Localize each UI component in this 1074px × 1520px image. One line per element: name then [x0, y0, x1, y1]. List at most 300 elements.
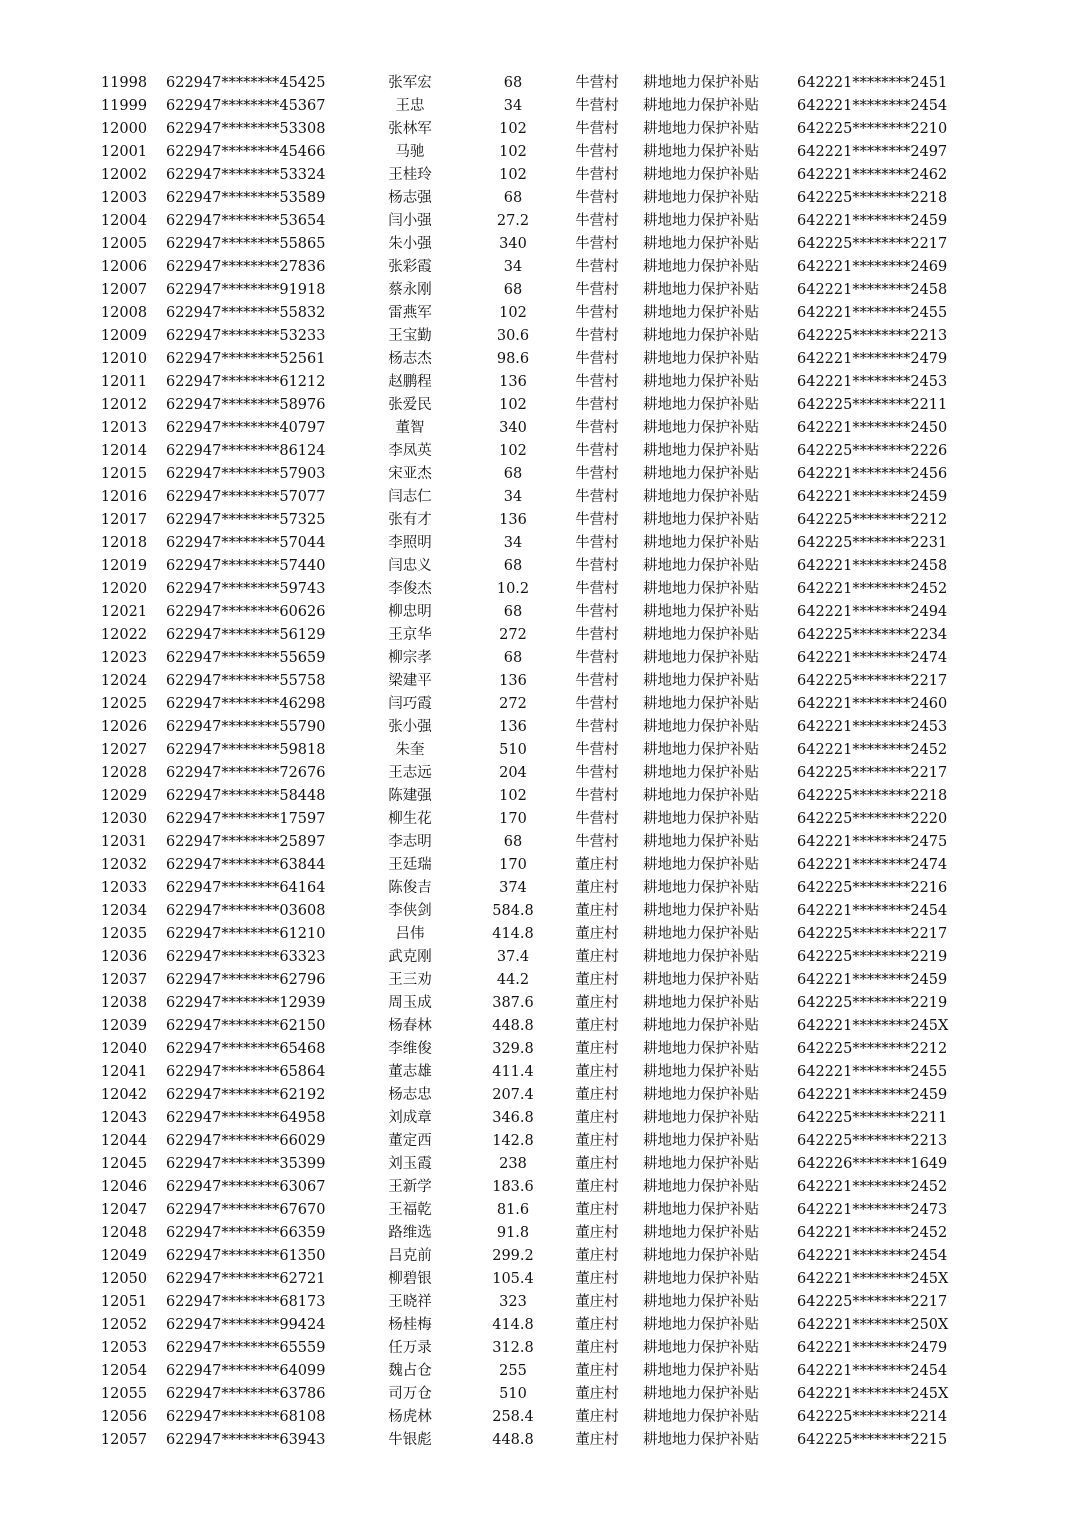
- subsidy-amount: 204: [499, 765, 527, 781]
- bank-card-number: 622947********65559: [166, 1340, 326, 1356]
- id-card-number: 642221********2479: [797, 351, 948, 367]
- id-card-number: 642221********2452: [797, 1179, 948, 1195]
- table-row: [0, 463, 1074, 486]
- table-row: [0, 1360, 1074, 1383]
- person-name: 杨虎林: [388, 1409, 432, 1425]
- table-row: [0, 95, 1074, 118]
- bank-card-number: 622947********45466: [166, 144, 326, 160]
- bank-card-number: 622947********60626: [166, 604, 326, 620]
- id-card-number: 642221********2452: [797, 1225, 948, 1241]
- person-name: 王福乾: [388, 1202, 432, 1218]
- subsidy-amount: 323: [499, 1294, 527, 1310]
- subsidy-type: 耕地地力保护补贴: [643, 305, 759, 321]
- subsidy-type: 耕地地力保护补贴: [643, 558, 759, 574]
- id-card-number: 642221********2497: [797, 144, 948, 160]
- subsidy-type: 耕地地力保护补贴: [643, 259, 759, 275]
- village-name: 董庄村: [575, 1432, 619, 1448]
- person-name: 李维俊: [388, 1041, 432, 1057]
- row-number: 12037: [100, 972, 148, 988]
- village-name: 董庄村: [575, 972, 619, 988]
- subsidy-type: 耕地地力保护补贴: [643, 1110, 759, 1126]
- village-name: 董庄村: [575, 926, 619, 942]
- person-name: 朱奎: [395, 742, 425, 758]
- subsidy-amount: 102: [499, 788, 527, 804]
- table-row: [0, 256, 1074, 279]
- table-row: [0, 279, 1074, 302]
- row-number: 12034: [100, 903, 148, 919]
- subsidy-type: 耕地地力保护补贴: [643, 1363, 759, 1379]
- row-number: 12052: [100, 1317, 148, 1333]
- person-name: 王忠: [395, 98, 425, 114]
- person-name: 吕克前: [388, 1248, 432, 1264]
- subsidy-type: 耕地地力保护补贴: [643, 1340, 759, 1356]
- bank-card-number: 622947********68108: [166, 1409, 326, 1425]
- subsidy-amount: 102: [499, 443, 527, 459]
- village-name: 董庄村: [575, 903, 619, 919]
- table-row: [0, 118, 1074, 141]
- table-row: [0, 1222, 1074, 1245]
- table-row: [0, 1015, 1074, 1038]
- id-card-number: 642225********2212: [797, 1041, 948, 1057]
- table-row: [0, 555, 1074, 578]
- village-name: 牛营村: [575, 121, 619, 137]
- bank-card-number: 622947********99424: [166, 1317, 326, 1333]
- id-card-number: 642221********2454: [797, 903, 948, 919]
- row-number: 12046: [100, 1179, 148, 1195]
- row-number: 12013: [100, 420, 148, 436]
- table-row: [0, 371, 1074, 394]
- id-card-number: 642225********2217: [797, 236, 948, 252]
- bank-card-number: 622947********25897: [166, 834, 326, 850]
- subsidy-type: 耕地地力保护补贴: [643, 98, 759, 114]
- bank-card-number: 622947********72676: [166, 765, 326, 781]
- table-row: [0, 325, 1074, 348]
- id-card-number: 642221********2473: [797, 1202, 948, 1218]
- person-name: 张爱民: [388, 397, 432, 413]
- row-number: 12056: [100, 1409, 148, 1425]
- row-number: 12007: [100, 282, 148, 298]
- subsidy-amount: 510: [499, 1386, 527, 1402]
- subsidy-type: 耕地地力保护补贴: [643, 1386, 759, 1402]
- village-name: 牛营村: [575, 558, 619, 574]
- village-name: 牛营村: [575, 535, 619, 551]
- village-name: 董庄村: [575, 1202, 619, 1218]
- row-number: 12018: [100, 535, 148, 551]
- person-name: 杨志强: [388, 190, 432, 206]
- village-name: 董庄村: [575, 880, 619, 896]
- row-number: 12011: [100, 374, 148, 390]
- subsidy-type: 耕地地力保护补贴: [643, 650, 759, 666]
- row-number: 12042: [100, 1087, 148, 1103]
- table-row: [0, 762, 1074, 785]
- row-number: 12049: [100, 1248, 148, 1264]
- bank-card-number: 622947********66029: [166, 1133, 326, 1149]
- bank-card-number: 622947********65864: [166, 1064, 326, 1080]
- row-number: 12002: [100, 167, 148, 183]
- person-name: 路维选: [388, 1225, 432, 1241]
- table-row: [0, 1245, 1074, 1268]
- person-name: 雷燕军: [388, 305, 432, 321]
- table-row: [0, 854, 1074, 877]
- row-number: 12020: [100, 581, 148, 597]
- table-row: [0, 1383, 1074, 1406]
- person-name: 陈建强: [388, 788, 432, 804]
- village-name: 牛营村: [575, 374, 619, 390]
- subsidy-amount: 136: [499, 719, 527, 735]
- row-number: 12026: [100, 719, 148, 735]
- bank-card-number: 622947********62192: [166, 1087, 326, 1103]
- subsidy-type: 耕地地力保护补贴: [643, 1018, 759, 1034]
- bank-card-number: 622947********62796: [166, 972, 326, 988]
- village-name: 董庄村: [575, 1409, 619, 1425]
- table-row: [0, 509, 1074, 532]
- row-number: 12009: [100, 328, 148, 344]
- subsidy-type: 耕地地力保护补贴: [643, 1432, 759, 1448]
- id-card-number: 642221********245X: [797, 1018, 949, 1034]
- village-name: 牛营村: [575, 604, 619, 620]
- id-card-number: 642225********2234: [797, 627, 948, 643]
- subsidy-amount: 448.8: [492, 1018, 534, 1034]
- subsidy-type: 耕地地力保护补贴: [643, 489, 759, 505]
- bank-card-number: 622947********64164: [166, 880, 326, 896]
- subsidy-amount: 91.8: [496, 1225, 530, 1241]
- person-name: 王宝勤: [388, 328, 432, 344]
- bank-card-number: 622947********61350: [166, 1248, 326, 1264]
- subsidy-type: 耕地地力保护补贴: [643, 351, 759, 367]
- row-number: 12036: [100, 949, 148, 965]
- row-number: 12019: [100, 558, 148, 574]
- subsidy-type: 耕地地力保护补贴: [643, 1317, 759, 1333]
- bank-card-number: 622947********62150: [166, 1018, 326, 1034]
- person-name: 赵鹏程: [388, 374, 432, 390]
- subsidy-type: 耕地地力保护补贴: [643, 903, 759, 919]
- village-name: 牛营村: [575, 650, 619, 666]
- bank-card-number: 622947********17597: [166, 811, 326, 827]
- row-number: 12008: [100, 305, 148, 321]
- subsidy-amount: 68: [503, 282, 523, 298]
- id-card-number: 642225********2213: [797, 328, 948, 344]
- subsidy-type: 耕地地力保护补贴: [643, 535, 759, 551]
- bank-card-number: 622947********52561: [166, 351, 326, 367]
- id-card-number: 642221********2479: [797, 1340, 948, 1356]
- subsidy-type: 耕地地力保护补贴: [643, 1087, 759, 1103]
- table-row: [0, 302, 1074, 325]
- bank-card-number: 622947********65468: [166, 1041, 326, 1057]
- table-row: [0, 1061, 1074, 1084]
- bank-card-number: 622947********64099: [166, 1363, 326, 1379]
- row-number: 12040: [100, 1041, 148, 1057]
- row-number: 12014: [100, 443, 148, 459]
- table-row: [0, 785, 1074, 808]
- table-row: [0, 532, 1074, 555]
- bank-card-number: 622947********63943: [166, 1432, 326, 1448]
- subsidy-amount: 312.8: [492, 1340, 534, 1356]
- bank-card-number: 622947********53324: [166, 167, 326, 183]
- person-name: 吕伟: [395, 926, 425, 942]
- id-card-number: 642225********2217: [797, 1294, 948, 1310]
- bank-card-number: 622947********67670: [166, 1202, 326, 1218]
- subsidy-type: 耕地地力保护补贴: [643, 443, 759, 459]
- subsidy-type: 耕地地力保护补贴: [643, 604, 759, 620]
- village-name: 牛营村: [575, 144, 619, 160]
- bank-card-number: 622947********63067: [166, 1179, 326, 1195]
- table-row: [0, 900, 1074, 923]
- table-row: [0, 72, 1074, 95]
- id-card-number: 642225********2226: [797, 443, 948, 459]
- row-number: 12012: [100, 397, 148, 413]
- subsidy-type: 耕地地力保护补贴: [643, 397, 759, 413]
- row-number: 12016: [100, 489, 148, 505]
- bank-card-number: 622947********91918: [166, 282, 326, 298]
- subsidy-amount: 510: [499, 742, 527, 758]
- table-row: [0, 647, 1074, 670]
- village-name: 牛营村: [575, 834, 619, 850]
- id-card-number: 642221********2460: [797, 696, 948, 712]
- subsidy-amount: 44.2: [496, 972, 530, 988]
- id-card-number: 642221********2469: [797, 259, 948, 275]
- row-number: 12041: [100, 1064, 148, 1080]
- village-name: 牛营村: [575, 305, 619, 321]
- person-name: 董智: [395, 420, 425, 436]
- table-row: [0, 877, 1074, 900]
- subsidy-amount: 102: [499, 167, 527, 183]
- table-row: [0, 1199, 1074, 1222]
- id-card-number: 642221********2454: [797, 1248, 948, 1264]
- person-name: 张有才: [388, 512, 432, 528]
- bank-card-number: 622947********55865: [166, 236, 326, 252]
- id-card-number: 642225********2212: [797, 512, 948, 528]
- bank-card-number: 622947********53308: [166, 121, 326, 137]
- id-card-number: 642225********2211: [797, 397, 948, 413]
- subsidy-amount: 387.6: [492, 995, 534, 1011]
- village-name: 牛营村: [575, 328, 619, 344]
- subsidy-type: 耕地地力保护补贴: [643, 512, 759, 528]
- village-name: 牛营村: [575, 351, 619, 367]
- village-name: 牛营村: [575, 719, 619, 735]
- person-name: 闫小强: [388, 213, 432, 229]
- bank-card-number: 622947********03608: [166, 903, 326, 919]
- table-row: [0, 1291, 1074, 1314]
- village-name: 牛营村: [575, 167, 619, 183]
- subsidy-amount: 34: [503, 489, 523, 505]
- row-number: 12057: [100, 1432, 148, 1448]
- village-name: 董庄村: [575, 1225, 619, 1241]
- subsidy-amount: 27.2: [496, 213, 530, 229]
- bank-card-number: 622947********45367: [166, 98, 326, 114]
- table-row: [0, 394, 1074, 417]
- row-number: 12045: [100, 1156, 148, 1172]
- bank-card-number: 622947********53654: [166, 213, 326, 229]
- subsidy-amount: 346.8: [492, 1110, 534, 1126]
- table-row: [0, 141, 1074, 164]
- id-card-number: 642221********2474: [797, 857, 948, 873]
- subsidy-amount: 68: [503, 650, 523, 666]
- village-name: 牛营村: [575, 673, 619, 689]
- subsidy-amount: 136: [499, 512, 527, 528]
- subsidy-type: 耕地地力保护补贴: [643, 788, 759, 804]
- person-name: 王新学: [388, 1179, 432, 1195]
- person-name: 宋亚杰: [388, 466, 432, 482]
- person-name: 武克刚: [388, 949, 432, 965]
- id-card-number: 642225********2231: [797, 535, 948, 551]
- subsidy-amount: 68: [503, 558, 523, 574]
- table-row: [0, 992, 1074, 1015]
- person-name: 王晓祥: [388, 1294, 432, 1310]
- table-row: [0, 417, 1074, 440]
- row-number: 12000: [100, 121, 148, 137]
- subsidy-amount: 411.4: [492, 1064, 534, 1080]
- village-name: 董庄村: [575, 1248, 619, 1264]
- subsidy-type: 耕地地力保护补贴: [643, 374, 759, 390]
- person-name: 周玉成: [388, 995, 432, 1011]
- table-row: [0, 486, 1074, 509]
- bank-card-number: 622947********55832: [166, 305, 326, 321]
- id-card-number: 642225********2219: [797, 949, 948, 965]
- id-card-number: 642225********2210: [797, 121, 948, 137]
- subsidy-type: 耕地地力保护补贴: [643, 236, 759, 252]
- person-name: 李俊杰: [388, 581, 432, 597]
- row-number: 12021: [100, 604, 148, 620]
- id-card-number: 642221********2455: [797, 305, 948, 321]
- id-card-number: 642221********245X: [797, 1386, 949, 1402]
- subsidy-amount: 102: [499, 121, 527, 137]
- subsidy-amount: 255: [499, 1363, 527, 1379]
- row-number: 12047: [100, 1202, 148, 1218]
- subsidy-type: 耕地地力保护补贴: [643, 1225, 759, 1241]
- village-name: 董庄村: [575, 1271, 619, 1287]
- person-name: 任万录: [388, 1340, 432, 1356]
- id-card-number: 642225********2218: [797, 190, 948, 206]
- row-number: 12023: [100, 650, 148, 666]
- village-name: 牛营村: [575, 236, 619, 252]
- row-number: 11999: [100, 98, 148, 114]
- person-name: 马驰: [395, 144, 425, 160]
- village-name: 董庄村: [575, 1087, 619, 1103]
- bank-card-number: 622947********46298: [166, 696, 326, 712]
- village-name: 牛营村: [575, 466, 619, 482]
- table-row: [0, 233, 1074, 256]
- subsidy-amount: 105.4: [492, 1271, 534, 1287]
- subsidy-amount: 102: [499, 397, 527, 413]
- subsidy-amount: 414.8: [492, 926, 534, 942]
- bank-card-number: 622947********55659: [166, 650, 326, 666]
- bank-card-number: 622947********57044: [166, 535, 326, 551]
- subsidy-amount: 34: [503, 535, 523, 551]
- village-name: 牛营村: [575, 512, 619, 528]
- id-card-number: 642221********2458: [797, 558, 948, 574]
- subsidy-amount: 238: [499, 1156, 527, 1172]
- person-name: 杨志忠: [388, 1087, 432, 1103]
- table-row: [0, 808, 1074, 831]
- person-name: 张彩霞: [388, 259, 432, 275]
- village-name: 牛营村: [575, 98, 619, 114]
- subsidy-type: 耕地地力保护补贴: [643, 719, 759, 735]
- subsidy-amount: 329.8: [492, 1041, 534, 1057]
- subsidy-amount: 68: [503, 75, 523, 91]
- village-name: 董庄村: [575, 949, 619, 965]
- row-number: 12035: [100, 926, 148, 942]
- village-name: 董庄村: [575, 1110, 619, 1126]
- id-card-number: 642221********2452: [797, 581, 948, 597]
- subsidy-amount: 34: [503, 98, 523, 114]
- subsidy-amount: 584.8: [492, 903, 534, 919]
- id-card-number: 642221********2462: [797, 167, 948, 183]
- table-row: [0, 1153, 1074, 1176]
- subsidy-amount: 98.6: [496, 351, 530, 367]
- person-name: 李志明: [388, 834, 432, 850]
- village-name: 董庄村: [575, 1363, 619, 1379]
- subsidy-type: 耕地地力保护补贴: [643, 811, 759, 827]
- row-number: 12005: [100, 236, 148, 252]
- row-number: 12001: [100, 144, 148, 160]
- bank-card-number: 622947********12939: [166, 995, 326, 1011]
- id-card-number: 642221********2451: [797, 75, 948, 91]
- bank-card-number: 622947********57440: [166, 558, 326, 574]
- person-name: 王桂玲: [388, 167, 432, 183]
- subsidy-type: 耕地地力保护补贴: [643, 972, 759, 988]
- village-name: 牛营村: [575, 742, 619, 758]
- subsidy-type: 耕地地力保护补贴: [643, 121, 759, 137]
- id-card-number: 642221********2475: [797, 834, 948, 850]
- village-name: 董庄村: [575, 1133, 619, 1149]
- subsidy-amount: 30.6: [496, 328, 530, 344]
- subsidy-type: 耕地地力保护补贴: [643, 1179, 759, 1195]
- subsidy-amount: 299.2: [492, 1248, 534, 1264]
- subsidy-type: 耕地地力保护补贴: [643, 1064, 759, 1080]
- id-card-number: 642221********245X: [797, 1271, 949, 1287]
- id-card-number: 642221********2454: [797, 98, 948, 114]
- person-name: 梁建平: [388, 673, 432, 689]
- id-card-number: 642221********2459: [797, 972, 948, 988]
- table-row: [0, 1337, 1074, 1360]
- village-name: 董庄村: [575, 1317, 619, 1333]
- row-number: 12043: [100, 1110, 148, 1126]
- subsidy-amount: 81.6: [496, 1202, 530, 1218]
- table-row: [0, 739, 1074, 762]
- id-card-number: 642221********2459: [797, 489, 948, 505]
- person-name: 柳宗孝: [388, 650, 432, 666]
- table-row: [0, 210, 1074, 233]
- subsidy-type: 耕地地力保护补贴: [643, 995, 759, 1011]
- id-card-number: 642221********2458: [797, 282, 948, 298]
- row-number: 12032: [100, 857, 148, 873]
- id-card-number: 642225********2220: [797, 811, 948, 827]
- person-name: 闫志仁: [388, 489, 432, 505]
- table-row: [0, 1314, 1074, 1337]
- person-name: 杨春林: [388, 1018, 432, 1034]
- table-row: [0, 1084, 1074, 1107]
- village-name: 董庄村: [575, 857, 619, 873]
- village-name: 董庄村: [575, 1179, 619, 1195]
- subsidy-amount: 136: [499, 374, 527, 390]
- person-name: 牛银彪: [388, 1432, 432, 1448]
- person-name: 李凤英: [388, 443, 432, 459]
- village-name: 牛营村: [575, 443, 619, 459]
- bank-card-number: 622947********55790: [166, 719, 326, 735]
- subsidy-amount: 68: [503, 190, 523, 206]
- id-card-number: 642225********2215: [797, 1432, 948, 1448]
- person-name: 王志远: [388, 765, 432, 781]
- subsidy-amount: 414.8: [492, 1317, 534, 1333]
- subsidy-amount: 340: [499, 420, 527, 436]
- table-row: [0, 923, 1074, 946]
- subsidy-type: 耕地地力保护补贴: [643, 627, 759, 643]
- id-card-number: 642221********2452: [797, 742, 948, 758]
- village-name: 董庄村: [575, 1156, 619, 1172]
- row-number: 12024: [100, 673, 148, 689]
- person-name: 闫忠义: [388, 558, 432, 574]
- village-name: 董庄村: [575, 1018, 619, 1034]
